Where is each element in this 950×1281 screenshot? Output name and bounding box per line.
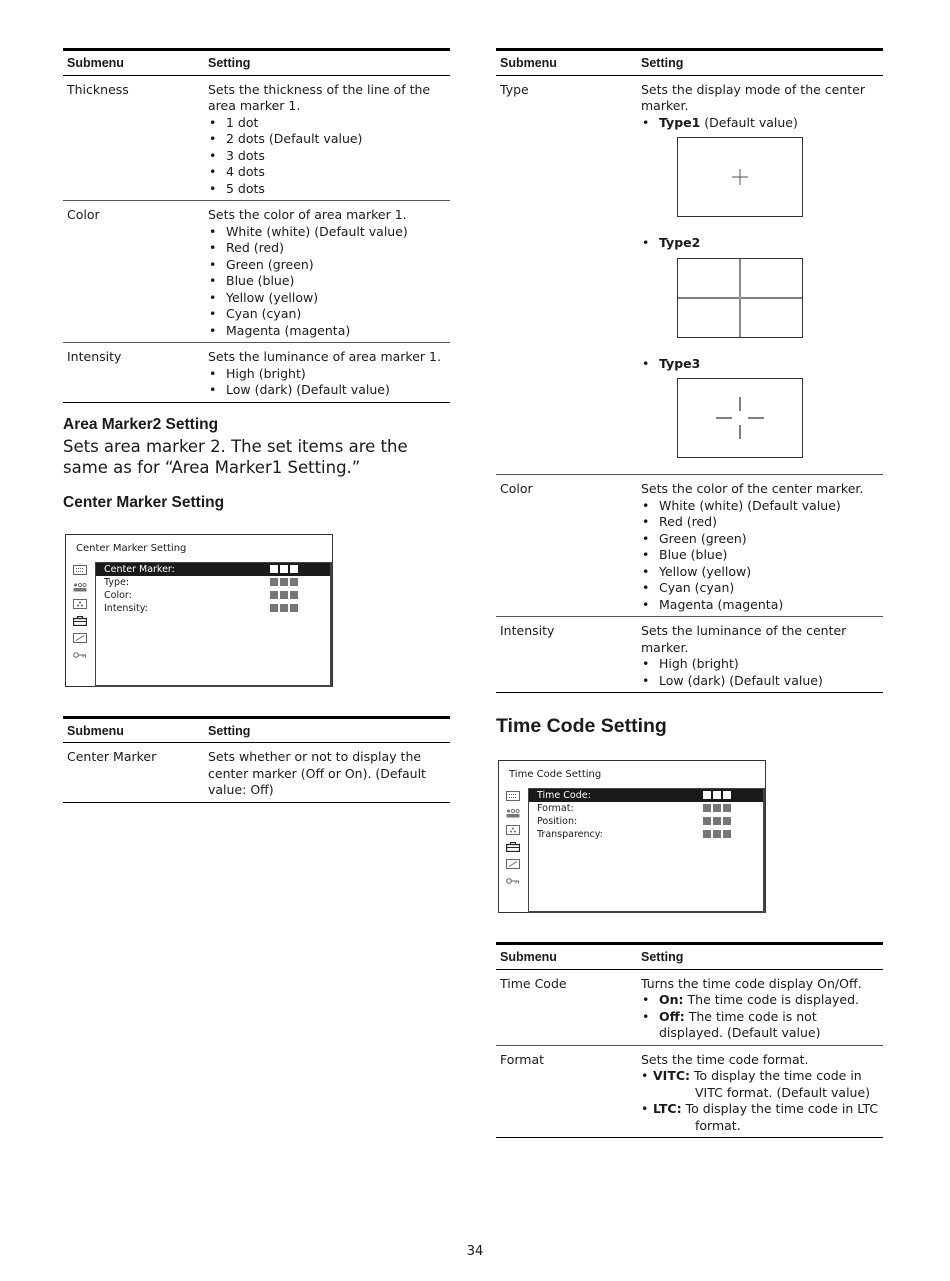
table-row bbox=[63, 201, 450, 343]
header-setting: Setting bbox=[637, 50, 883, 76]
list-item bbox=[641, 1068, 879, 1101]
option-text-continued: format. bbox=[695, 1117, 741, 1133]
submenu-intensity: Intensity bbox=[496, 617, 637, 693]
key-icon bbox=[506, 876, 520, 886]
osd-sidebar bbox=[73, 565, 91, 667]
setting-description: Sets the time code format. bbox=[641, 1051, 809, 1067]
setting-cell bbox=[637, 75, 883, 475]
table-row bbox=[63, 75, 450, 201]
center-marker-osd-screen bbox=[65, 534, 333, 687]
osd-title: Center Marker Setting bbox=[76, 542, 187, 554]
list-item bbox=[641, 1101, 879, 1134]
option-text: To display the time code in bbox=[690, 1068, 862, 1083]
value-block bbox=[280, 578, 288, 586]
list-item: • Green (green) bbox=[641, 531, 879, 548]
type3-split-crosshair-figure bbox=[677, 378, 803, 458]
submenu-type: Type bbox=[496, 75, 637, 475]
list-item: • Magenta (magenta) bbox=[641, 597, 879, 614]
setting-description: Sets the display mode of the center marker. bbox=[641, 81, 866, 113]
list-item: • Low (dark) (Default value) bbox=[208, 382, 446, 399]
table-row bbox=[496, 475, 883, 617]
table-row bbox=[496, 75, 883, 475]
left-column bbox=[63, 48, 450, 803]
list-icon bbox=[73, 565, 87, 575]
list-item: • White (white) (Default value) bbox=[641, 498, 879, 515]
value-block bbox=[723, 791, 731, 799]
list-item bbox=[641, 115, 879, 218]
header-submenu: Submenu bbox=[496, 944, 637, 970]
value-block bbox=[713, 804, 721, 812]
option-list bbox=[208, 224, 446, 340]
setting-description: Sets the color of the center marker. bbox=[641, 481, 864, 496]
value-block bbox=[270, 578, 278, 586]
value-block bbox=[290, 578, 298, 586]
option-list bbox=[641, 656, 879, 689]
list-item bbox=[641, 356, 879, 459]
list-item: • High (bright) bbox=[208, 366, 446, 383]
setting-description: Sets the luminance of area marker 1. bbox=[208, 349, 441, 364]
list-item: • Blue (blue) bbox=[208, 273, 446, 290]
value-block bbox=[290, 604, 298, 612]
submenu-format: Format bbox=[496, 1045, 637, 1138]
osd-item-type[interactable] bbox=[96, 576, 330, 589]
submenu-color: Color bbox=[63, 201, 204, 343]
table-row bbox=[496, 617, 883, 693]
table-row bbox=[496, 969, 883, 1045]
option-text-continued: VITC format. (Default value) bbox=[695, 1084, 871, 1100]
header-setting: Setting bbox=[204, 717, 450, 743]
setting-cell bbox=[204, 343, 450, 403]
value-block bbox=[270, 591, 278, 599]
type-name: Type1 bbox=[659, 114, 701, 130]
setting-cell bbox=[204, 201, 450, 343]
list-item: • Red (red) bbox=[641, 514, 879, 531]
value-block bbox=[290, 565, 298, 573]
option-term: Off: bbox=[659, 1008, 685, 1024]
osd-menu-panel bbox=[95, 562, 332, 687]
osd-item-center-marker[interactable] bbox=[96, 563, 330, 576]
center-marker-heading: Center Marker Setting bbox=[63, 493, 225, 511]
osd-item-label: Transparency: bbox=[537, 829, 603, 840]
value-block bbox=[723, 830, 731, 838]
color-bars-icon bbox=[73, 582, 87, 592]
list-item bbox=[641, 992, 879, 1009]
list-item: • White (white) (Default value) bbox=[208, 224, 446, 241]
list-item: • 3 dots bbox=[208, 148, 446, 165]
submenu-center-marker: Center Marker bbox=[63, 743, 204, 803]
list-item: • 4 dots bbox=[208, 164, 446, 181]
table-row bbox=[63, 343, 450, 403]
option-text: The time code is not displayed. (Default value) bbox=[659, 1008, 821, 1040]
toolbox-icon bbox=[506, 842, 520, 852]
osd-item-color[interactable] bbox=[96, 589, 330, 602]
type1-crosshair-figure bbox=[677, 137, 803, 217]
option-list bbox=[208, 115, 446, 198]
setting-cell bbox=[637, 617, 883, 693]
table-row bbox=[63, 743, 450, 803]
type-name: Type3 bbox=[659, 355, 701, 371]
value-block bbox=[280, 591, 288, 599]
key-icon bbox=[73, 650, 87, 660]
osd-title: Time Code Setting bbox=[509, 769, 602, 780]
submenu-time-code: Time Code bbox=[496, 969, 637, 1045]
setting-cell bbox=[637, 969, 883, 1045]
type-name: Type2 bbox=[659, 235, 701, 250]
value-block bbox=[270, 565, 278, 573]
type-list bbox=[641, 115, 879, 459]
list-item: • Cyan (cyan) bbox=[208, 306, 446, 323]
option-text: To display the time code in LTC bbox=[681, 1101, 879, 1116]
submenu-thickness: Thickness bbox=[63, 75, 204, 201]
value-block bbox=[713, 791, 721, 799]
osd-item-label: Color: bbox=[104, 589, 132, 601]
value-block bbox=[290, 591, 298, 599]
osd-sidebar bbox=[506, 791, 524, 893]
list-item: • Green (green) bbox=[208, 257, 446, 274]
setting-description: Turns the time code display On/Off. bbox=[641, 975, 862, 991]
value-block bbox=[270, 604, 278, 612]
right-column bbox=[496, 48, 883, 1138]
time-code-osd-screen bbox=[498, 760, 766, 913]
option-text: The time code is displayed. bbox=[683, 992, 860, 1007]
value-block bbox=[713, 830, 721, 838]
header-submenu: Submenu bbox=[63, 50, 204, 76]
osd-item-intensity[interactable] bbox=[96, 602, 330, 615]
area-marker2-body: Sets area marker 2. The set items are the same as for “Area Marker1 Setting.” bbox=[63, 436, 408, 477]
toolbox-icon bbox=[73, 616, 87, 626]
submenu-intensity: Intensity bbox=[63, 343, 204, 403]
value-block bbox=[703, 804, 711, 812]
list-item: • Blue (blue) bbox=[641, 547, 879, 564]
option-term: LTC: bbox=[653, 1101, 682, 1116]
value-block bbox=[703, 817, 711, 825]
table-row bbox=[496, 1045, 883, 1138]
list-item bbox=[641, 235, 879, 338]
setting-cell bbox=[204, 75, 450, 201]
option-list bbox=[641, 1068, 879, 1134]
osd-item-label: Intensity: bbox=[104, 602, 148, 614]
option-term: VITC: bbox=[653, 1068, 691, 1083]
setting-description: Sets the luminance of the center marker. bbox=[641, 623, 847, 655]
area-marker1-table bbox=[63, 48, 450, 403]
osd-item-label: Time Code: bbox=[537, 790, 591, 801]
type-suffix: (Default value) bbox=[700, 114, 798, 130]
osd-item-format[interactable] bbox=[529, 802, 763, 815]
list-item: • 2 dots (Default value) bbox=[208, 131, 446, 148]
time-code-table bbox=[496, 942, 883, 1138]
value-block bbox=[703, 791, 711, 799]
setting-description: Sets whether or not to display the center marker (Off or On). (Default value: Off) bbox=[204, 743, 450, 803]
setting-description: Sets the thickness of the line of the area marker 1. bbox=[208, 81, 431, 113]
setting-cell bbox=[637, 1045, 883, 1138]
list-item: • Yellow (yellow) bbox=[641, 564, 879, 581]
list-item: • 1 dot bbox=[208, 115, 446, 132]
dots-icon bbox=[506, 825, 520, 835]
submenu-color: Color bbox=[496, 475, 637, 617]
osd-menu-panel bbox=[528, 788, 765, 913]
area-marker2-heading: Area Marker2 Setting bbox=[63, 415, 219, 433]
setting-cell bbox=[637, 475, 883, 617]
type2-grid-figure bbox=[677, 258, 803, 338]
page-number: 34 bbox=[466, 1244, 484, 1259]
option-list bbox=[641, 992, 879, 1042]
option-term: On: bbox=[659, 992, 684, 1007]
list-item: • 5 dots bbox=[208, 181, 446, 198]
osd-item-label: Type: bbox=[104, 576, 130, 588]
list-icon bbox=[506, 791, 520, 801]
list-item: • Magenta (magenta) bbox=[208, 323, 446, 340]
center-marker-table bbox=[63, 716, 450, 803]
list-item: • High (bright) bbox=[641, 656, 879, 673]
dots-icon bbox=[73, 599, 87, 609]
header-setting: Setting bbox=[637, 944, 883, 970]
header-submenu: Submenu bbox=[496, 50, 637, 76]
osd-item-label: Format: bbox=[537, 803, 574, 814]
option-list bbox=[641, 498, 879, 614]
option-list bbox=[208, 366, 446, 399]
value-block bbox=[280, 604, 288, 612]
value-block bbox=[713, 817, 721, 825]
osd-item-label: Center Marker: bbox=[104, 563, 175, 575]
value-block bbox=[703, 830, 711, 838]
osd-item-time-code[interactable] bbox=[529, 789, 763, 802]
list-item bbox=[641, 1009, 879, 1042]
value-block bbox=[723, 817, 731, 825]
list-item: • Yellow (yellow) bbox=[208, 290, 446, 307]
list-item: • Red (red) bbox=[208, 240, 446, 257]
osd-item-label: Position: bbox=[537, 816, 578, 827]
header-setting: Setting bbox=[204, 50, 450, 76]
color-bars-icon bbox=[506, 808, 520, 818]
arrow-icon bbox=[506, 859, 520, 869]
value-block bbox=[280, 565, 288, 573]
list-item: • Cyan (cyan) bbox=[641, 580, 879, 597]
time-code-heading: Time Code Setting bbox=[496, 715, 667, 737]
center-marker-detail-table bbox=[496, 48, 883, 693]
osd-item-transparency[interactable] bbox=[529, 828, 763, 841]
value-block bbox=[723, 804, 731, 812]
list-item: • Low (dark) (Default value) bbox=[641, 673, 879, 690]
arrow-icon bbox=[73, 633, 87, 643]
header-submenu: Submenu bbox=[63, 717, 204, 743]
osd-item-position[interactable] bbox=[529, 815, 763, 828]
setting-description: Sets the color of area marker 1. bbox=[208, 207, 407, 222]
